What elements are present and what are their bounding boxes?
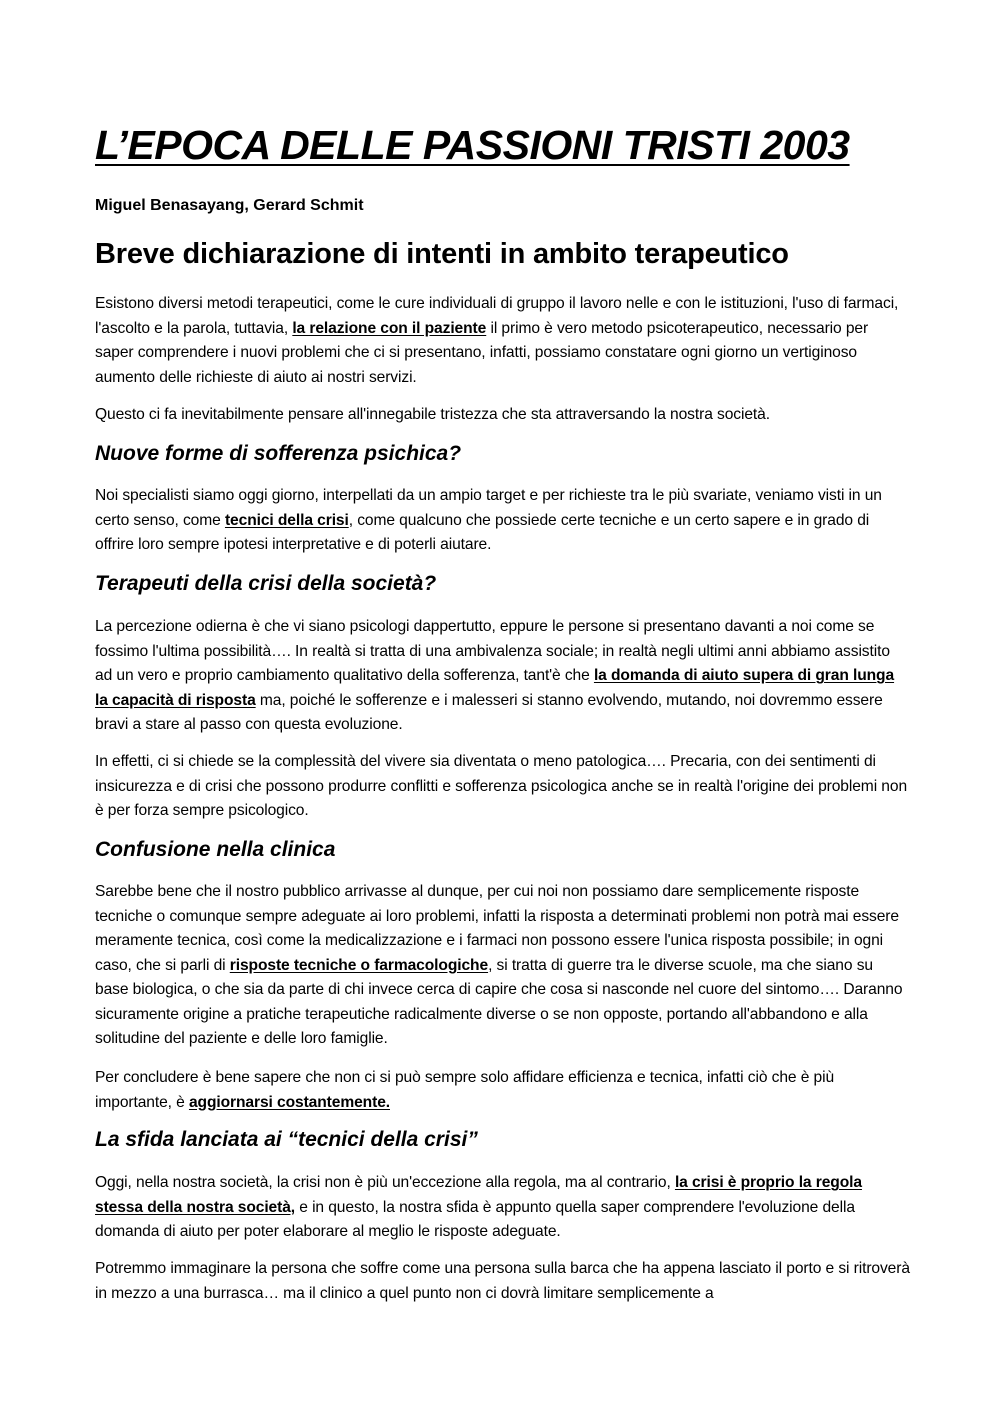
- section-heading-confusione: Confusione nella clinica: [95, 838, 336, 861]
- text-run: , si tratta di guerre tra le diverse scuole, ma che siano su base biologica, o che sia da parte di chi invece cerca di capire che cosa si nasconde nel cuore del sintomo…. Daranno sicuramente origine a pratiche terapeutiche radicalmente diverse o se non opposte, portando all'abbandono e alla solitudine del paziente e delle loro famiglie.: [95, 956, 903, 1047]
- section-4-paragraph-1: [95, 1171, 910, 1245]
- emphasis-text: tecnici della crisi: [224, 511, 349, 529]
- text-run: e in questo, la nostra sfida è appunto quella saper comprendere l'evoluzione della domanda di aiuto per poter elaborare al meglio le risposte adeguate.: [95, 1198, 855, 1240]
- section-heading-sofferenza: Nuove forme di sofferenza psichica?: [95, 442, 462, 465]
- document-title: L’EPOCA DELLE PASSIONI TRISTI 2003: [95, 122, 850, 168]
- emphasis-text: risposte tecniche o farmacologiche: [229, 956, 489, 974]
- section-heading-terapeuti: Terapeuti della crisi della società?: [95, 572, 437, 595]
- section-2-paragraph-1: [95, 615, 910, 738]
- emphasis-text: la crisi è proprio la regola stessa della nostra società,: [95, 1174, 862, 1216]
- section-2-paragraph-2: In effetti, ci si chiede se la complessità del vivere sia diventata o meno patologica…. Precaria, con dei sentimenti di insicurezza e di crisi che possono produrre conflitti e sofferenza psicologica anche se in realtà l'origine dei problemi non è per forza sempre psicologico.: [95, 753, 908, 819]
- section-3-paragraph-2: [95, 1066, 910, 1115]
- emphasis-text: aggiornarsi costantemente.: [188, 1093, 390, 1111]
- section-3-paragraph-1: [95, 880, 910, 1052]
- section-1-paragraph: [95, 484, 910, 558]
- text-run: Sarebbe bene che il nostro pubblico arrivasse al dunque, per cui noi non possiamo dare semplicemente risposte tecniche o comunque sempre adeguate ai loro problemi, infatti la risposta a determinati problemi non potrà mai essere meramente tecnica, così come la medicalizzazione e i farmaci non possono essere l'unica risposta possibile; in ogni caso, che si parli di: [95, 883, 899, 974]
- text-run: Per concludere è bene sapere che non ci si può sempre solo affidare efficienza e tecnica, infatti ciò che è più importante, è: [95, 1069, 835, 1111]
- section-heading-sfida: La sfida lanciata ai “tecnici della crisi”: [95, 1128, 478, 1151]
- text-run: Oggi, nella nostra società, la crisi non è più un'eccezione alla regola, ma al contrario,: [95, 1174, 675, 1191]
- intro-paragraph-1: [95, 292, 910, 390]
- text-run: ma, poiché le sofferenze e i malesseri si stanno evolvendo, mutando, noi dovremmo essere bravi a stare al passo con questa evoluzione.: [95, 691, 883, 733]
- section-4-paragraph-2: Potremmo immaginare la persona che soffre come una persona sulla barca che ha appena lasciato il porto e si ritroverà in mezzo a una burrasca… ma il clinico a quel punto non ci dovrà limitare semplicemente a: [95, 1260, 910, 1302]
- document-authors: Miguel Benasayang, Gerard Schmit: [95, 197, 364, 214]
- text-run: , come qualcuno che possiede certe tecniche e un certo sapere e in grado di offrire loro sempre ipotesi interpretative e di poterli aiutare.: [95, 511, 870, 553]
- text-run: il primo è vero metodo psicoterapeutico, necessario per saper comprendere i nuovi problemi che ci si presentano, infatti, possiamo constatare ogni giorno un vertiginoso aumento delle richieste di aiuto ai nostri servizi.: [95, 319, 869, 386]
- text-run: La percezione odierna è che vi siano psicologi dappertutto, eppure le persone si presentano davanti a noi come se fossimo l'ultima possibilità…. In realtà si tratta di una ambivalenza sociale; in realtà negli ultimi anni abbiamo assistito ad un vero e proprio cambiamento qualitativo della sofferenza, tant'è che: [95, 618, 890, 684]
- text-run: Noi specialisti siamo oggi giorno, interpellati da un ampio target e per richieste tra le più svariate, veniamo visti in un certo senso, come: [95, 487, 882, 529]
- text-run: Esistono diversi metodi terapeutici, come le cure individuali di gruppo il lavoro nelle e con le istituzioni, l'uso di farmaci, l'ascolto e la parola, tuttavia,: [95, 295, 899, 337]
- emphasis-text: la relazione con il paziente: [292, 319, 487, 337]
- main-heading: Breve dichiarazione di intenti in ambito terapeutico: [95, 238, 789, 270]
- intro-paragraph-2: Questo ci fa inevitabilmente pensare all'innegabile tristezza che sta attraversando la nostra società.: [95, 406, 770, 423]
- emphasis-text: la domanda di aiuto supera di gran lunga la capacità di risposta: [95, 667, 895, 709]
